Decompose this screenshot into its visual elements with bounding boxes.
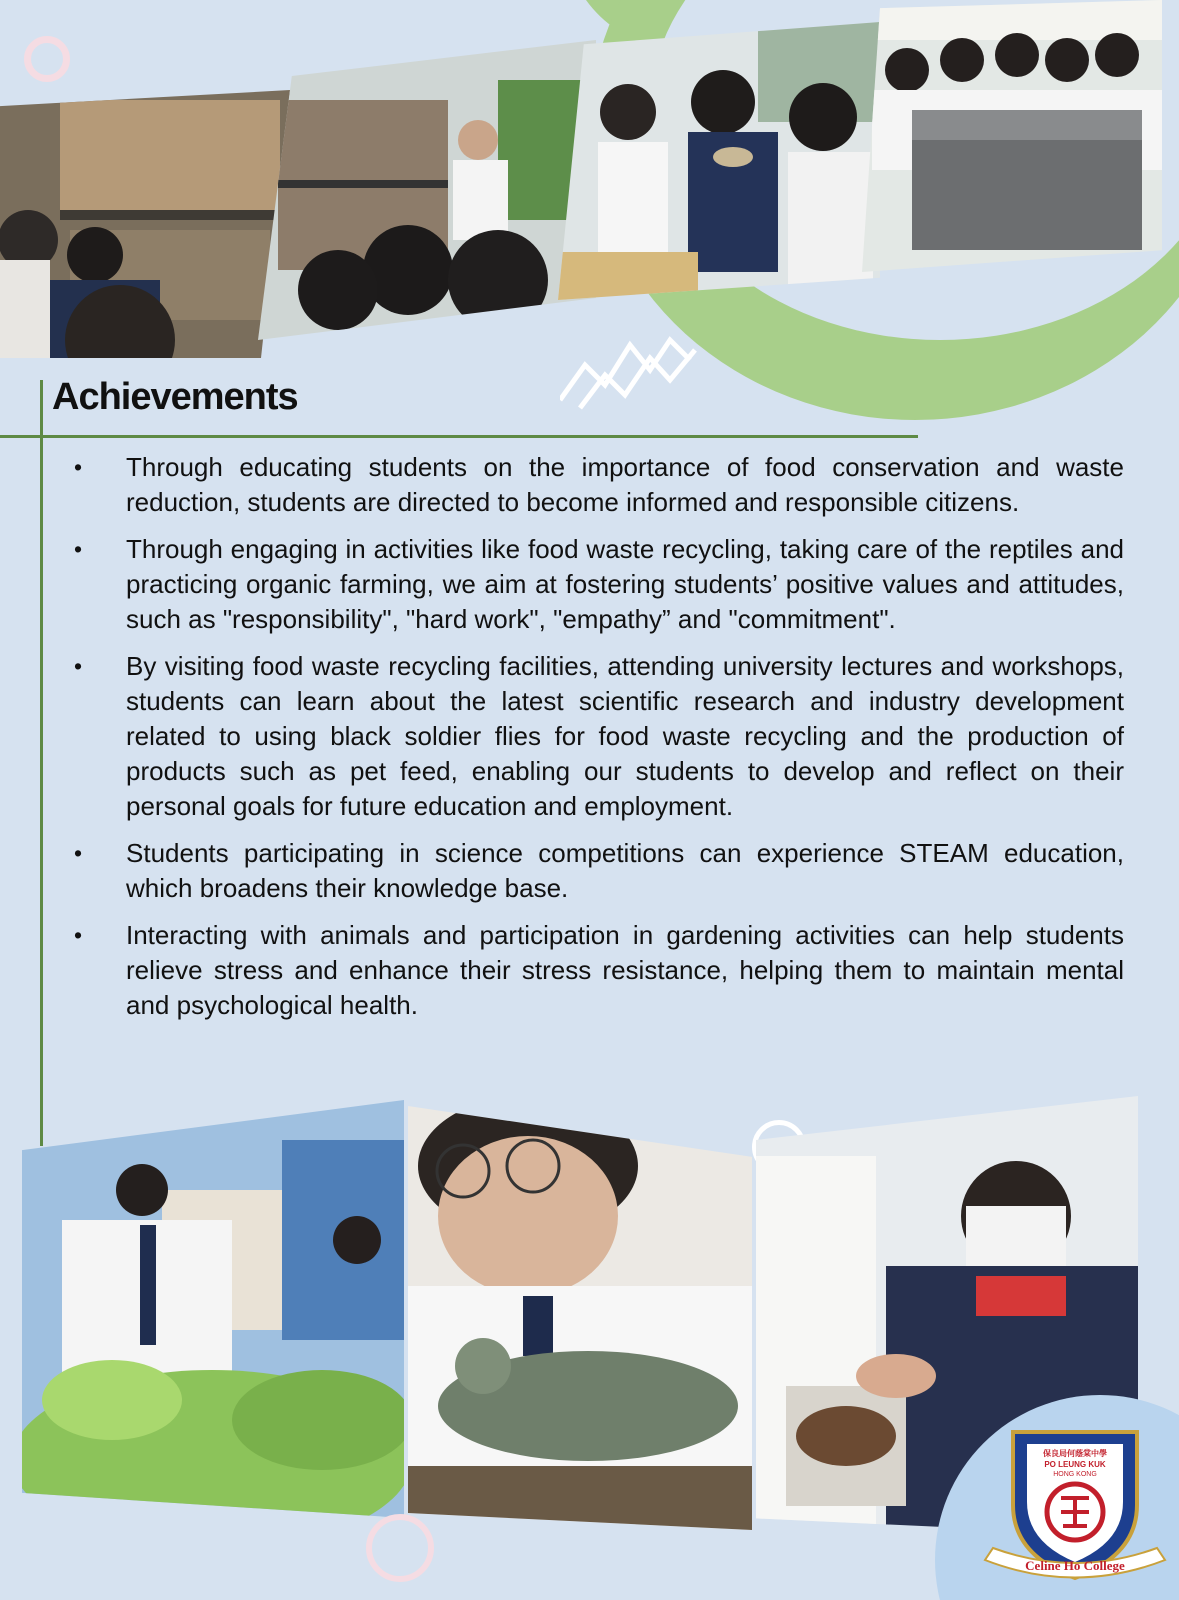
photo-reptile-tank-students <box>0 90 290 358</box>
crest-org-name: PO LEUNG KUK <box>1044 1460 1106 1469</box>
crest-chinese-name: 保良局何蔭棠中學 <box>1043 1449 1107 1458</box>
list-item-text: Through engaging in activities like food waste recycling, taking care of the reptiles and practicing organic farming, we aim at fostering students’ positive values and attitudes, such as "responsibility", "hard work", "empathy” and "commitment". <box>126 534 1124 634</box>
bullet-dot: • <box>74 840 83 866</box>
list-item-text: Through educating students on the importance of food conservation and waste reduction, students are directed to become informed and responsible citizens. <box>126 452 1124 517</box>
vertical-divider <box>40 380 43 1146</box>
bullet-dot: • <box>74 653 83 679</box>
heading-divider <box>0 435 918 438</box>
bullet-dot: • <box>74 922 83 948</box>
photo-students-food-containers <box>558 22 880 300</box>
photo-students-compost-bin <box>862 0 1162 272</box>
bullet-dot: • <box>74 454 83 480</box>
list-item <box>74 836 1124 906</box>
list-item-text: Interacting with animals and participation in gardening activities can help students relieve stress and enhance their stress resistance, helping them to maintain mental and psychological health. <box>126 920 1124 1020</box>
photo-student-gardening <box>22 1100 404 1518</box>
list-item <box>74 532 1124 637</box>
crest-school-name: Celine Ho College <box>1025 1558 1125 1573</box>
achievements-list <box>74 450 1124 1035</box>
photo-teacher-with-students <box>258 40 596 340</box>
photo-student-with-chameleon <box>408 1106 752 1530</box>
pink-ring-decoration-bottom <box>366 1514 434 1582</box>
crest-location: HONG KONG <box>1053 1471 1097 1478</box>
pink-ring-decoration <box>24 36 70 82</box>
zigzag-decoration <box>560 330 700 410</box>
achievements-heading: Achievements <box>52 376 298 418</box>
list-item <box>74 450 1124 520</box>
list-item <box>74 649 1124 824</box>
school-crest-logo <box>975 1420 1175 1590</box>
list-item <box>74 918 1124 1023</box>
list-item-text: By visiting food waste recycling facilities, attending university lectures and workshops, students can learn about the latest scientific research and industry development related to using black soldier flies for food waste recycling and the production of products such as pet feed, enabling our students to develop and reflect on their personal goals for future education and employment. <box>126 651 1124 821</box>
bullet-dot: • <box>74 536 83 562</box>
list-item-text: Students participating in science competitions can experience STEAM education, which broadens their knowledge base. <box>126 838 1124 903</box>
